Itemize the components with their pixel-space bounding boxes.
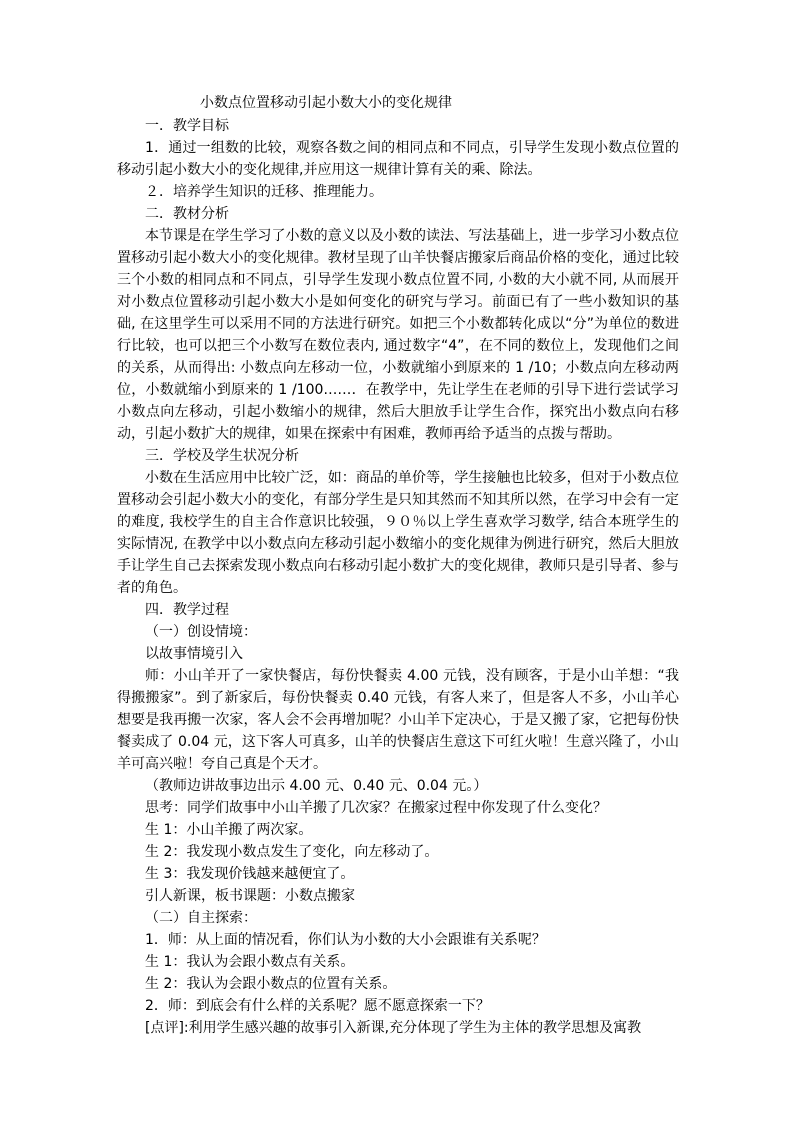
- paragraph-objective-2: ２．培养学生知识的迁移、推理能力。: [145, 184, 383, 200]
- paragraph-teacher-note: （教师边讲故事边出示 4.00 元、0.40 元、0.04 元。）: [145, 778, 488, 794]
- section-heading-objectives: 一．教学目标: [145, 118, 229, 134]
- section-heading-material: 二．教材分析: [145, 206, 229, 222]
- paragraph-question: 思考：同学们故事中小山羊搬了几次家？在搬家过程中你发现了什么变化？: [145, 800, 607, 816]
- paragraph-student-2: 生 2：我发现小数点发生了变化，向左移动了。: [145, 844, 439, 860]
- paragraph-student-3: 生 3：我发现价钱越来越便宜了。: [145, 866, 355, 882]
- paragraph-exploration-student-1: 生 1：我认为会跟小数点有关系。: [145, 954, 355, 970]
- subheading-exploration: （二）自主探索：: [145, 910, 257, 926]
- paragraph-exploration-1: 1．师：从上面的情况看，你们认为小数的大小会跟谁有关系呢？: [145, 932, 546, 948]
- paragraph-student-1: 生 1：小山羊搬了两次家。: [145, 822, 313, 838]
- document-body: [117, 115, 679, 1039]
- section-heading-students: 三．学校及学生状况分析: [145, 448, 299, 464]
- subheading-situation: （一）创设情境：: [145, 624, 257, 640]
- paragraph-story: 师：小山羊开了一家快餐店，每份快餐卖 4.00 元钱，没有顾客，于是小山羊想：“我得搬搬家”。到了新家后，每份快餐卖 0.40 元钱，有客人来了，但是客人不多，小山羊心想要是我再搬一次家，客人会不会再增加呢？小山羊下定决心，于是又搬了家，它把每份快餐卖成了 0.04 元，这下客人可真多，山羊的快餐店生意这下可红火啦！生意兴隆了，小山羊可高兴啦！夸自己真是个天才。: [117, 668, 679, 772]
- paragraph-story-intro: 以故事情境引入: [145, 646, 243, 662]
- paragraph-exploration-student-2: 生 2：我认为会跟小数点的位置有关系。: [145, 976, 397, 992]
- paragraph-student-analysis: 小数在生活应用中比较广泛，如：商品的单价等，学生接触也比较多，但对于小数点位置移动会引起小数大小的变化，有部分学生是只知其然而不知其所以然，在学习中会有一定的难度, 我校学生的自主合作意识比较强，９０％以上学生喜欢学习数学, 结合本班学生的实际情况, 在教学中以小数点向左移动引起小数缩小的变化规律为例进行研究，然后大胆放手让学生自己去探索发现小数点向右移动引起小数扩大的变化规律，教师只是引导者、参与者的角色。: [117, 470, 679, 596]
- paragraph-material-analysis: 本节课是在学生学习了小数的意义以及小数的读法、写法基础上，进一步学习小数点位置移动引起小数大小的变化规律。教材呈现了山羊快餐店搬家后商品价格的变化，通过比较三个小数的相同点和不同点，引导学生发现小数点位置不同, 小数的大小就不同, 从而展开对小数点位置移动引起小数大小是如何变化的研究与学习。前面已有了一些小数知识的基础, 在这里学生可以采用不同的方法进行研究。如把三个小数都转化成以“分”为单位的数进行比较，也可以把三个小数写在数位表内, 通过数字“4”，在不同的数位上，发现他们之间的关系，从而得出: 小数点向左移动一位，小数就缩小到原来的 1 /10；小数点向左移动两位，小数就缩小到原来的 1 /100……．在教学中，先让学生在老师的引导下进行尝试学习小数点向左移动，引起小数缩小的规律，然后大胆放手让学生合作，探究出小数点向右移动，引起小数扩大的规律，如果在探索中有困难，教师再给予适当的点拨与帮助。: [117, 228, 679, 442]
- paragraph-exploration-2: 2．师：到底会有什么样的关系呢？愿不愿意探索一下？: [145, 998, 490, 1014]
- paragraph-new-lesson: 引人新课，板书课题：小数点搬家: [145, 888, 355, 904]
- paragraph-comment: [点评]:利用学生感兴趣的故事引入新课,充分体现了学生为主体的教学思想及寓教: [145, 1020, 642, 1036]
- section-heading-process: 四．教学过程: [145, 602, 229, 618]
- document-title: 小数点位置移动引起小数大小的变化规律: [200, 95, 452, 111]
- paragraph-objective-1: 1．通过一组数的比较，观察各数之间的相同点和不同点，引导学生发现小数点位置的移动引起小数大小的变化规律,并应用这一规律计算有关的乘、除法。: [117, 140, 679, 178]
